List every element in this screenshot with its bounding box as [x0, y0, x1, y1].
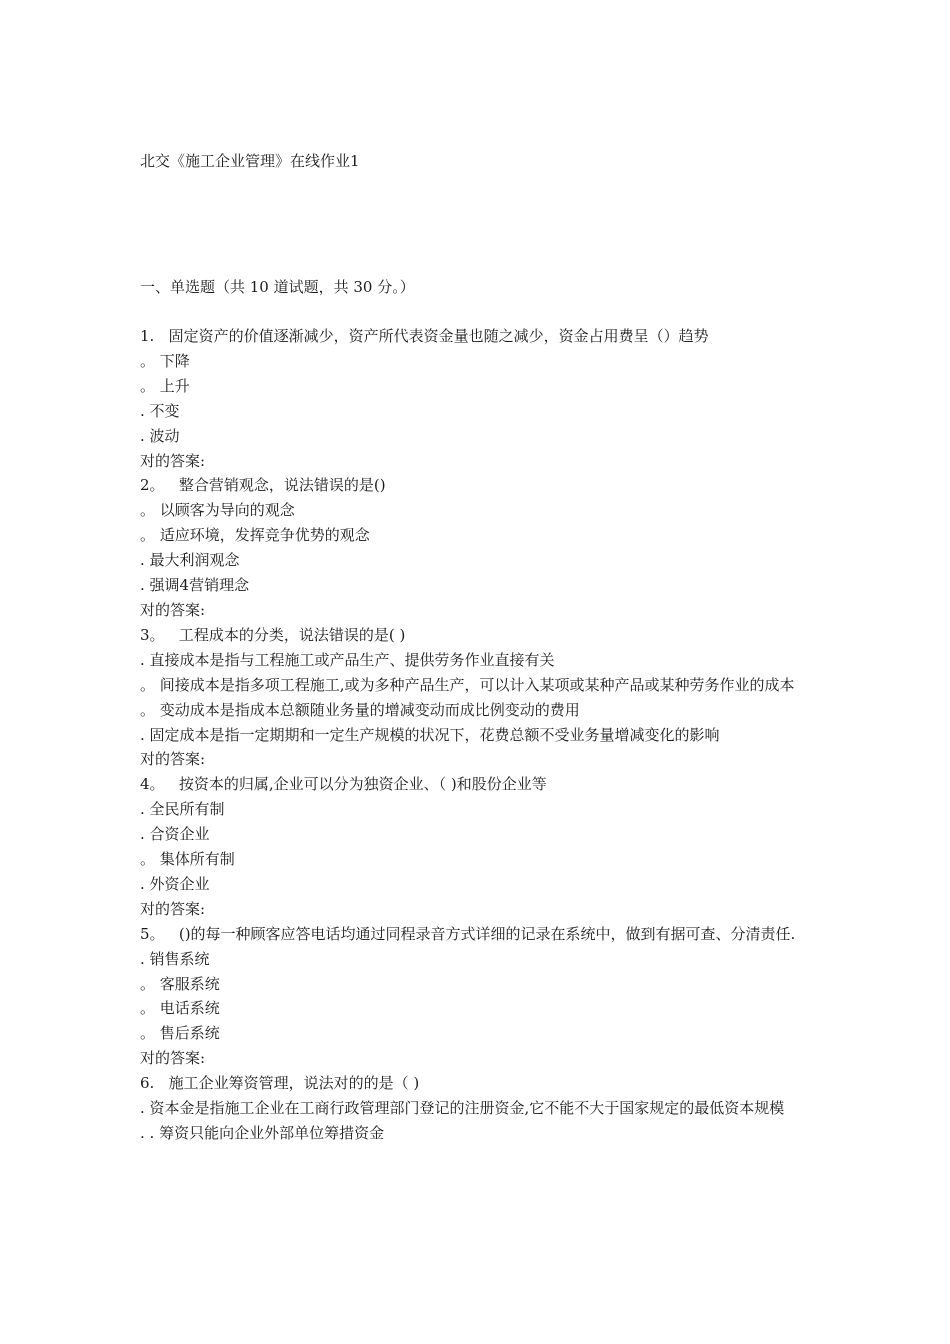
question-stem: 4。 按资本的归属,企业可以分为独资企业、（ )和股份企业等: [140, 775, 547, 794]
answer-option: 。 电话系统: [140, 999, 220, 1018]
question-list: [140, 324, 820, 1146]
question-stem: 2。 整合营销观念，说法错误的是(): [140, 476, 386, 495]
answer-option: 。 上升: [140, 376, 190, 395]
answer-option: . 波动: [140, 426, 180, 445]
correct-answer-label: 对的答案:: [140, 451, 206, 470]
answer-option: 。 适应环境，发挥竞争优势的观念: [140, 526, 370, 545]
answer-option: . 固定成本是指一定期期和一定生产规模的状况下，花费总额不受业务量增减变化的影响: [140, 725, 720, 744]
answer-option: . 直接成本是指与工程施工或产品生产、提供劳务作业直接有关: [140, 650, 555, 669]
answer-option: . 销售系统: [140, 949, 210, 968]
question-block: [140, 922, 820, 1071]
answer-option: 。 售后系统: [140, 1024, 220, 1043]
question-block: [140, 623, 820, 772]
question-stem: 3。 工程成本的分类，说法错误的是( ): [140, 625, 406, 644]
question-block: [140, 324, 820, 473]
answer-option: . 合资企业: [140, 825, 210, 844]
question-block: [140, 1071, 820, 1146]
answer-option: . 强调4营销理念: [140, 576, 250, 595]
answer-option: . 不变: [140, 401, 180, 420]
question-stem: 5。 ()的每一种顾客应答电话均通过同程录音方式详细的记录在系统中，做到有据可查、分清责任.: [140, 924, 796, 943]
answer-option: 。 间接成本是指多项工程施工,或为多种产品生产，可以计入某项或某种产品或某种劳务作业的成本: [140, 675, 795, 694]
question-stem: 1. 固定资产的价值逐渐减少，资产所代表资金量也随之减少，资金占用费呈（）趋势: [140, 327, 709, 345]
question-block: [140, 473, 820, 622]
answer-option: . 外资企业: [140, 874, 210, 893]
question-block: [140, 772, 820, 921]
answer-option: 。 客服系统: [140, 974, 220, 993]
correct-answer-label: 对的答案:: [140, 600, 206, 619]
answer-option: 。 下降: [140, 351, 190, 370]
section-heading: 一、单选题（共 10 道试题，共 30 分。）: [140, 278, 415, 296]
answer-option: 。 以顾客为导向的观念: [140, 501, 295, 520]
answer-option: . 最大利润观念: [140, 551, 240, 570]
answer-option: 。 集体所有制: [140, 850, 235, 869]
correct-answer-label: 对的答案:: [140, 899, 206, 918]
document-title: 北交《施工企业管理》在线作业1: [140, 152, 360, 170]
answer-option: 。 变动成本是指成本总额随业务量的增减变动而成比例变动的费用: [140, 700, 580, 719]
question-stem: 6. 施工企业筹资管理，说法对的的是（ ): [140, 1074, 420, 1093]
correct-answer-label: 对的答案:: [140, 750, 206, 769]
correct-answer-label: 对的答案:: [140, 1049, 206, 1068]
answer-option: . 资本金是指施工企业在工商行政管理部门登记的注册资金,它不能不大于国家规定的最低资本规模: [140, 1099, 785, 1118]
answer-option: . . 筹资只能向企业外部单位筹措资金: [140, 1124, 385, 1142]
answer-option: . 全民所有制: [140, 800, 225, 819]
